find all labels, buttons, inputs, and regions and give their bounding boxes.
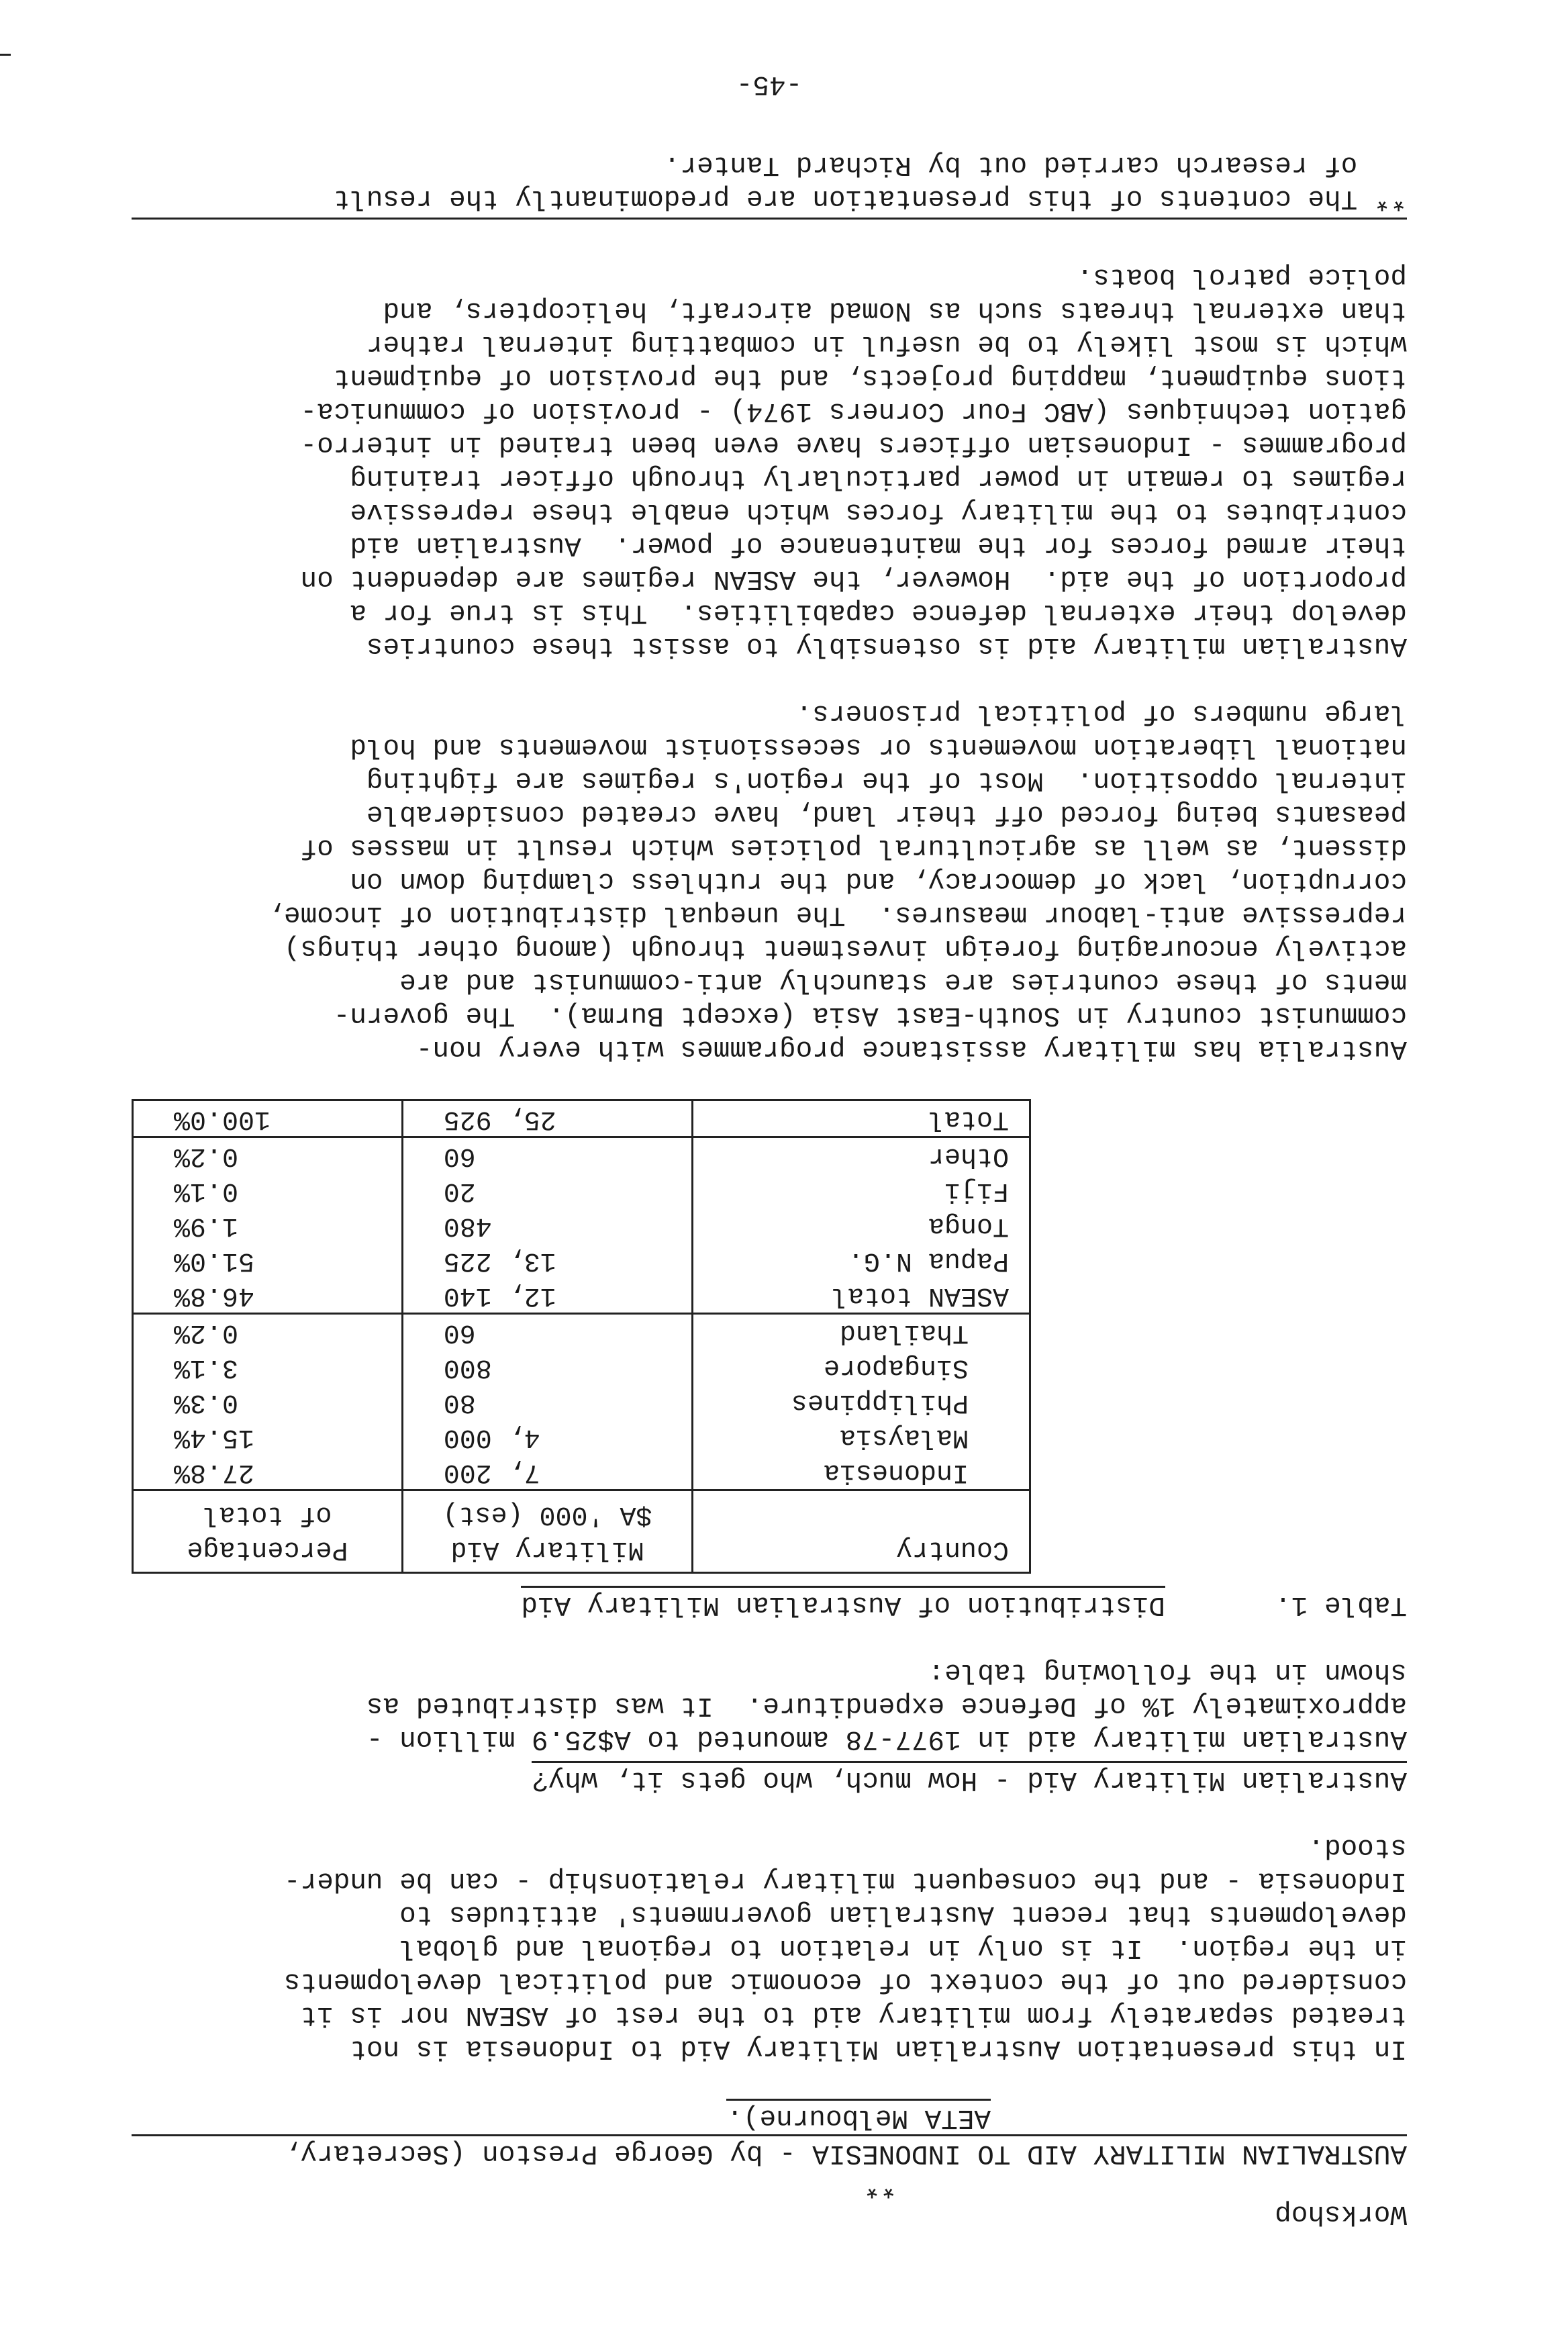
page-content xyxy=(132,67,1407,2230)
table-row xyxy=(133,1384,1030,1419)
cell-country: Malaysia xyxy=(693,1419,1030,1454)
military-aid-table xyxy=(132,1099,1031,1574)
page-number: -45- xyxy=(736,68,803,99)
table-number: Table 1. xyxy=(1275,1589,1407,1620)
table-row xyxy=(133,1349,1030,1384)
cell-aid: 13, 225 xyxy=(402,1243,693,1278)
cell-aid: 60 xyxy=(402,1314,693,1350)
section-paragraph: Australian military aid in 1977-78 amounted to A$25.9 million - approximately 1% of Defence expenditure. It was distributed as shown in the following table: xyxy=(366,1656,1407,1754)
cell-percentage: 46.8% xyxy=(174,1280,255,1311)
table-caption xyxy=(132,1586,1407,1621)
footnote: ** The contents of this presentation are predominantly the result of research carried out by Richard Tanter. xyxy=(333,149,1407,213)
table-row xyxy=(133,1454,1030,1490)
title-line-2: AETA Melbourne). xyxy=(726,2099,991,2134)
cell-country: Papua N.G. xyxy=(693,1243,1030,1278)
cell-percentage: 0.2% xyxy=(174,1141,239,1171)
cell-percentage: 51.0% xyxy=(174,1245,255,1276)
total-percentage: 100.0% xyxy=(133,1100,403,1137)
cell-aid: 7, 200 xyxy=(402,1454,693,1490)
body-paragraph-2: Australian military aid is ostensibly to assist these countries develop their external defence capabilities. This is true for a proportion of the aid. However, the ASEAN regimes are dependent on their armed forces for the maintenance of power. Australian aid contributes to the military forces which enable these repressive regimes to remain in power particularly through officer training programmes - Indonesian officers have even been trained in interro- gation techniques (ABC Four Corners 1974) - provision of communica- tions equipment, mapping projects, and the provision of equipment which is most likely to be useful in combatting internal rather than external threats such as Nomad aircraft, helicopters, and police patrol boats. xyxy=(300,261,1407,661)
cell-aid: 480 xyxy=(402,1208,693,1243)
cell-aid: 80 xyxy=(402,1384,693,1419)
cell-aid: 4, 000 xyxy=(402,1419,693,1454)
intro-paragraph: In this presentation Australian Military Aid to Indonesia is not treated separately from military aid to the rest of ASEAN nor is it considered out of the context of economic and political developments in the region. It is only in relation to regional and global developments that recent Australian governments' attitudes to Indonesia - and the consequent military relationship - can be under- stood. xyxy=(283,1832,1407,2064)
header-military-aid: Military Aid $A '000 (est) xyxy=(402,1490,693,1573)
cell-aid: 60 xyxy=(402,1137,693,1174)
cell-aid: 800 xyxy=(402,1349,693,1384)
total-aid: 25, 925 xyxy=(402,1100,693,1137)
workshop-label: Workshop xyxy=(1275,2198,1407,2229)
cell-country: Other xyxy=(693,1137,1030,1174)
cell-percentage: 27.8% xyxy=(174,1457,255,1487)
cell-percentage: 0.2% xyxy=(133,1314,403,1350)
cell-country: Indonesia xyxy=(693,1454,1030,1490)
article-title xyxy=(132,2099,1407,2201)
section-heading: Australian Military Aid - How much, who gets it, why? xyxy=(532,1761,1407,1797)
table-row xyxy=(133,1419,1030,1454)
table-row xyxy=(133,1278,1030,1314)
cell-percentage: 0.1% xyxy=(174,1176,239,1206)
cell-country: Fiji xyxy=(693,1173,1030,1208)
footnote-marker: ** xyxy=(863,2170,897,2201)
table-row xyxy=(133,1314,1030,1350)
cell-country: Tonga xyxy=(693,1208,1030,1243)
cell-country: ASEAN total xyxy=(693,1278,1030,1314)
table-row xyxy=(133,1137,1030,1174)
table-total-row xyxy=(133,1100,1030,1137)
table-title: Distribution of Australian Military Aid xyxy=(521,1586,1165,1621)
cell-aid: 20 xyxy=(402,1173,693,1208)
total-label: Total xyxy=(693,1100,1030,1137)
cell-aid: 12, 140 xyxy=(402,1278,693,1314)
header-percentage: Percentage of total xyxy=(133,1490,403,1573)
header-country: Country xyxy=(693,1490,1030,1573)
cell-percentage: 1.9% xyxy=(174,1210,239,1241)
table-row xyxy=(133,1173,1030,1208)
title-line-1: AUSTRALIAN MILITARY AID TO INDONESIA - by George Preston (Secretary, xyxy=(132,2134,1407,2170)
table-body xyxy=(133,1137,1030,1490)
cell-percentage: 0.3% xyxy=(174,1387,239,1417)
body-paragraph-1: Australia has military assistance programmes with every non- communist country in South-East Asia (except Burma). The govern- ments of these countries are staunchly anti-communist and are actively encouraging foreign investment through (among other things) repressive anti-labour measures. The unequal distribution of income, corruption, lack of democracy, and the ruthless clamping down on dissent, as well as agricultural policies which result in masses of peasants being forced off their land, have created considerable internal opposition. Most of the region's regimes are fighting national liberation movements or secessionist movements and hold large numbers of political prisoners. xyxy=(267,698,1407,1064)
table-row xyxy=(133,1243,1030,1278)
edge-mark xyxy=(0,54,11,56)
table-row xyxy=(133,1208,1030,1243)
table-header-row xyxy=(133,1490,1030,1573)
cell-country: Philippines xyxy=(693,1384,1030,1419)
footnote-rule xyxy=(132,218,1407,220)
cell-country: Singapore xyxy=(693,1349,1030,1384)
cell-percentage: 15.4% xyxy=(174,1422,255,1452)
cell-percentage: 3.1% xyxy=(174,1352,239,1382)
cell-country: Thailand xyxy=(693,1314,1030,1350)
